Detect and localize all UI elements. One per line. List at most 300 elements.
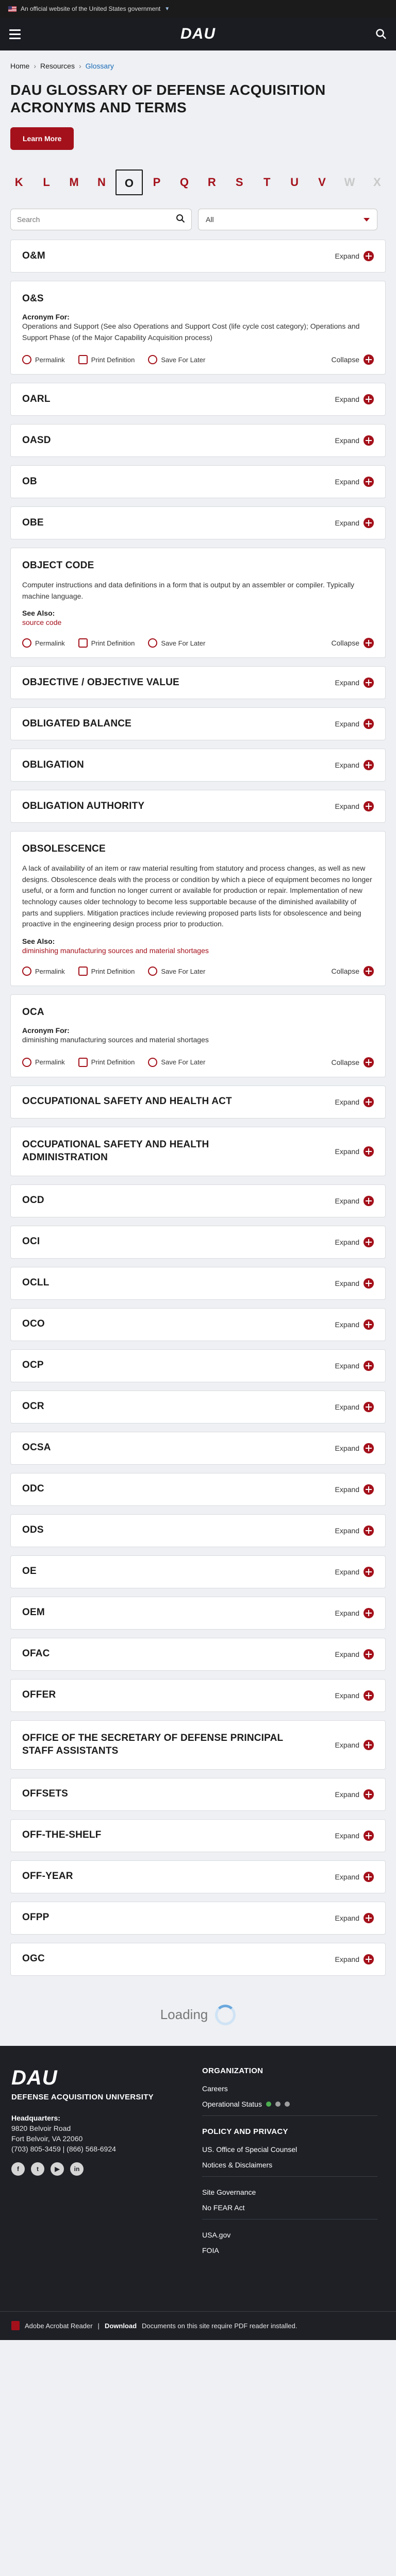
link-icon [22,355,31,364]
term-card[interactable] [10,1308,386,1341]
expand-label: Expand [335,478,359,486]
acronym-for-text: diminishing manufacturing sources and material shortages [22,1035,209,1044]
term-title: OCP [22,1360,44,1371]
save-for-later-button[interactable] [148,967,205,976]
plus-icon [364,677,374,688]
term-card[interactable] [10,1127,386,1176]
term-card[interactable] [10,666,386,699]
term-actions [22,1057,374,1067]
footer-link-usa-gov[interactable]: USA.gov [202,2230,231,2239]
expand-label: Expand [335,1402,359,1411]
facebook-icon[interactable]: f [11,2162,25,2176]
expand-label: Expand [335,720,359,728]
download-link[interactable]: Download [104,2321,137,2330]
us-flag-icon [8,6,16,12]
learn-more-button[interactable]: Learn More [10,127,74,150]
site-header [0,18,396,50]
expand-label: Expand [335,1567,359,1576]
term-title: OARL [22,393,51,404]
permalink-button[interactable] [22,1058,65,1067]
term-title: OFFSETS [22,1788,69,1800]
term-title: OEM [22,1607,45,1618]
chevron-down-icon[interactable]: ▼ [164,6,170,12]
term-card[interactable] [10,1086,386,1118]
term-title: OCI [22,1236,40,1247]
acronym-for-label: Acronym For: [22,1026,70,1035]
term-card[interactable] [10,1679,386,1712]
plus-icon [364,1278,374,1289]
plus-icon [364,1057,374,1067]
expand-toggle[interactable] [335,1872,374,1882]
term-card[interactable] [10,465,386,498]
term-title: OCCUPATIONAL SAFETY AND HEALTH ACT [22,1096,232,1107]
term-title: OFFER [22,1689,56,1701]
term-card[interactable] [10,1597,386,1630]
term-card[interactable] [10,1432,386,1465]
gov-banner[interactable] [0,0,396,18]
see-also-label: See Also: [22,609,55,618]
footer-divider [202,2176,377,2177]
footer-link-osc[interactable]: US. Office of Special Counsel [202,2145,298,2154]
collapse-label: Collapse [331,639,359,648]
expand-toggle[interactable] [335,1831,374,1841]
expand-toggle[interactable] [335,1789,374,1800]
alphabet-nav [0,150,396,196]
alphabet-letter-x[interactable]: X [373,176,381,189]
print-icon [78,638,88,648]
expand-toggle[interactable] [335,1278,374,1289]
operational-status-label: Operational Status [202,2099,262,2108]
save-for-later-label: Save For Later [161,355,206,364]
expand-toggle[interactable] [335,677,374,688]
expand-toggle[interactable] [335,1608,374,1618]
print-icon [78,1058,88,1067]
plus-icon [364,1954,374,1964]
caret-down-icon [364,218,370,222]
expand-toggle[interactable] [335,1319,374,1330]
term-title: OCCUPATIONAL SAFETY AND HEALTH ADMINISTRATION [22,1139,209,1163]
footer-address-line1: 9820 Belvoir Road [11,2124,71,2132]
expand-label: Expand [335,1279,359,1287]
collapse-toggle[interactable] [332,966,374,976]
term-card[interactable] [10,1184,386,1217]
term-card[interactable] [10,424,386,457]
acrobat-reader-label: Adobe Acrobat Reader [25,2321,93,2330]
expand-toggle[interactable] [335,477,374,487]
gov-banner-text: An official website of the United States government [21,5,161,12]
term-card[interactable] [10,1943,386,1976]
term-title: OCR [22,1401,44,1412]
expand-label: Expand [335,395,359,404]
plus-icon [364,1443,374,1453]
term-actions-left [22,967,205,976]
breadcrumb-glossary[interactable]: Glossary [85,62,114,70]
plus-icon [364,1526,374,1536]
expand-label: Expand [335,1831,359,1840]
term-title: OFPP [22,1912,50,1923]
term-card [10,548,386,658]
term-card[interactable] [10,1902,386,1935]
plus-icon [364,1484,374,1495]
acronym-for-label: Acronym For: [22,312,70,321]
term-card[interactable] [10,1819,386,1852]
permalink-button[interactable] [22,967,65,976]
term-title: O&M [22,250,45,261]
save-for-later-label: Save For Later [161,1058,206,1066]
term-card[interactable] [10,1514,386,1547]
expand-label: Expand [335,1913,359,1922]
search-input[interactable] [17,215,161,224]
term-card[interactable] [10,790,386,823]
collapse-label: Collapse [331,967,359,976]
term-title: OCSA [22,1442,51,1453]
term-definition: Computer instructions and data definitions in a form that is output by an assembler or compiler. Typically machine language. [22,580,355,600]
clock-icon [148,355,157,364]
expand-label: Expand [335,1691,359,1700]
alphabet-letter-s[interactable]: S [235,176,243,189]
plus-icon [364,1361,374,1371]
expand-toggle[interactable] [335,1237,374,1247]
footer-link-foia[interactable]: FOIA [202,2246,219,2255]
print-definition-button[interactable] [78,1058,135,1067]
expand-toggle[interactable] [335,251,374,261]
term-title: OB [22,476,37,487]
term-title: OCO [22,1318,45,1330]
plus-icon [364,638,374,648]
expand-label: Expand [335,1608,359,1617]
term-title: OBJECT CODE [22,560,94,571]
term-card[interactable] [10,1349,386,1382]
term-actions [22,354,374,365]
expand-label: Expand [335,802,359,811]
footer-link-notices[interactable]: Notices & Disclaimers [202,2160,273,2169]
site-footer [0,2046,396,2340]
page-title: DAU GLOSSARY OF DEFENSE ACQUISITION ACRONYMS AND TERMS [10,82,326,115]
expand-toggle[interactable] [335,1526,374,1536]
expand-label: Expand [335,1097,359,1106]
footer-logo[interactable]: DAU [11,2066,58,2089]
expand-label: Expand [335,1361,359,1370]
save-for-later-button[interactable] [148,1058,205,1067]
alphabet-letter-q[interactable]: Q [179,176,189,189]
clock-icon [148,967,157,976]
expand-label: Expand [335,1444,359,1452]
plus-icon [364,1196,374,1206]
term-card [10,281,386,375]
plus-icon [364,1567,374,1577]
footer-phones[interactable]: (703) 805-3459 | (866) 568-6924 [11,2144,116,2153]
alphabet-letter-n[interactable]: N [97,176,106,189]
plus-icon [364,1608,374,1618]
sep-dot: | [97,2321,100,2330]
save-for-later-label: Save For Later [161,639,206,647]
expand-label: Expand [335,1485,359,1494]
term-actions-left [22,355,205,364]
plus-icon [364,1913,374,1923]
print-definition-label: Print Definition [91,355,135,364]
term-actions-left [22,638,205,648]
term-card [10,994,386,1077]
see-also-label: See Also: [22,937,55,946]
permalink-button[interactable] [22,355,65,364]
loading-label: Loading [160,2007,208,2022]
footer-address-line2: Fort Belvoir, VA 22060 [11,2134,83,2143]
expand-toggle[interactable] [335,1361,374,1371]
print-definition-label: Print Definition [91,639,135,647]
collapse-label: Collapse [331,355,359,364]
breadcrumb-separator: › [34,62,37,70]
term-title: OBE [22,517,44,528]
permalink-label: Permalink [35,639,65,647]
expand-label: Expand [335,252,359,261]
expand-label: Expand [335,1955,359,1963]
breadcrumb-resources[interactable]: Resources [40,62,75,70]
expand-toggle[interactable] [335,1402,374,1412]
alphabet-letter-v[interactable]: V [318,176,326,189]
collapse-toggle[interactable] [332,354,374,365]
spinner-icon [215,2005,236,2025]
expand-toggle[interactable] [335,1484,374,1495]
acronym-for-text: Operations and Support (See also Operations and Support Cost (life cycle cost category); Operations and Support Phase (of the Major Capability Acquisition process) [22,321,360,342]
plus-icon [364,1319,374,1330]
term-actions-left [22,1058,205,1067]
term-card[interactable] [10,383,386,416]
expand-toggle[interactable] [335,1690,374,1701]
status-dot-icon [285,2102,290,2107]
plus-icon [364,1649,374,1659]
term-title: OASD [22,434,51,446]
term-title: OBJECTIVE / OBJECTIVE VALUE [22,676,179,688]
youtube-icon[interactable]: ▶ [51,2162,64,2176]
plus-icon [364,1740,374,1750]
term-title: O&S [22,293,44,304]
footer-university: DEFENSE ACQUISITION UNIVERSITY [11,2092,154,2102]
collapse-toggle[interactable] [332,638,374,648]
save-for-later-label: Save For Later [161,967,206,975]
print-icon [78,355,88,364]
plus-icon [364,1146,374,1157]
collapse-label: Collapse [331,1058,359,1066]
clock-icon [148,1058,157,1067]
footer-link-operational-status[interactable] [202,2100,377,2108]
expand-label: Expand [335,1650,359,1658]
breadcrumb-home[interactable]: Home [10,62,30,70]
term-title: OCD [22,1195,44,1206]
expand-label: Expand [335,1740,359,1749]
term-card[interactable] [10,1778,386,1811]
filter-select[interactable] [198,209,377,230]
expand-label: Expand [335,1526,359,1535]
term-title: OBLIGATION AUTHORITY [22,800,145,811]
alphabet-letter-k[interactable]: K [14,176,23,189]
term-card[interactable] [10,506,386,539]
save-for-later-button[interactable] [148,638,205,648]
twitter-icon[interactable]: t [31,2162,44,2176]
expand-toggle[interactable] [335,719,374,729]
footer-bottom-bar [0,2311,396,2340]
term-title: OFAC [22,1648,50,1659]
search-row [0,196,396,240]
plus-icon [364,801,374,811]
link-icon [22,967,31,976]
pdf-note: Documents on this site require PDF reader installed. [142,2321,298,2330]
term-card[interactable] [10,1638,386,1671]
footer-org-heading: ORGANIZATION [202,2066,263,2075]
alphabet-letter-m[interactable]: M [69,176,79,189]
expand-toggle[interactable] [335,518,374,528]
term-card[interactable] [10,1860,386,1893]
status-dot-icon [275,2102,280,2107]
expand-label: Expand [335,1238,359,1246]
term-title: OGC [22,1953,45,1964]
link-icon [22,638,31,648]
search-icon[interactable] [176,214,185,226]
filter-select-value: All [206,215,214,224]
plus-icon [364,1402,374,1412]
alphabet-letter-o[interactable]: O [116,170,143,195]
print-definition-button[interactable] [78,967,135,976]
permalink-button[interactable] [22,638,65,648]
expand-label: Expand [335,679,359,687]
term-card[interactable] [10,1391,386,1423]
expand-toggle[interactable] [335,1649,374,1659]
search-icon[interactable] [375,28,387,40]
save-for-later-button[interactable] [148,355,205,364]
term-title: ODC [22,1483,44,1495]
expand-toggle[interactable] [335,1913,374,1923]
term-title: OBLIGATED BALANCE [22,718,132,729]
term-card[interactable] [10,1267,386,1300]
expand-toggle[interactable] [335,1443,374,1453]
permalink-label: Permalink [35,1058,65,1066]
term-title: ODS [22,1524,44,1536]
search-box [10,209,192,230]
expand-toggle[interactable] [335,1196,374,1206]
footer-divider [202,2115,377,2116]
term-title: OCLL [22,1277,50,1289]
plus-icon [364,966,374,976]
term-card[interactable] [10,240,386,273]
plus-icon [364,435,374,446]
see-also-link[interactable]: diminishing manufacturing sources and material shortages [22,946,209,955]
term-list [0,240,396,1975]
term-title: OE [22,1566,37,1577]
plus-icon [364,760,374,770]
expand-label: Expand [335,761,359,770]
plus-icon [364,1237,374,1247]
expand-toggle[interactable] [335,801,374,811]
term-title: OCA [22,1007,44,1018]
expand-label: Expand [335,1872,359,1881]
plus-icon [364,354,374,365]
print-definition-button[interactable] [78,355,135,364]
plus-icon [364,719,374,729]
plus-icon [364,1690,374,1701]
print-icon [78,967,88,976]
footer-policy-heading: POLICY AND PRIVACY [202,2127,288,2136]
alphabet-letter-w[interactable]: W [344,176,355,189]
term-title: OBLIGATION [22,759,84,770]
expand-label: Expand [335,1147,359,1156]
clock-icon [148,638,157,648]
term-card[interactable] [10,1473,386,1506]
plus-icon [364,394,374,404]
expand-toggle[interactable] [335,1954,374,1964]
alphabet-letter-t[interactable]: T [263,176,271,189]
footer-link-no-fear[interactable]: No FEAR Act [202,2203,245,2212]
dau-logo[interactable]: DAU [180,25,216,42]
breadcrumb [0,50,396,78]
loading-indicator [0,1984,396,2046]
expand-label: Expand [335,436,359,445]
expand-toggle[interactable] [335,394,374,404]
status-dot-icon [266,2102,271,2107]
expand-label: Expand [335,1790,359,1799]
pdf-icon [11,2321,20,2330]
plus-icon [364,1097,374,1107]
term-title: OFF-THE-SHELF [22,1829,102,1841]
plus-icon [364,1831,374,1841]
term-card [10,831,386,986]
permalink-label: Permalink [35,967,65,975]
plus-icon [364,251,374,261]
plus-icon [364,1789,374,1800]
term-definition: A lack of availability of an item or raw material resulting from statutory and process changes, as well as new designs. Obsolescence deals with the process or condition by which a piece of equipment becomes no longer useful, or a form and function no longer current or available for production or repair. Implementation of new technology causes older technology to become less supportable because of the diminished availability of parts and suppliers. Mitigation practices include reviewing proposed parts lists for obsolescence and being proactive in the engineering design process prior to production. [22,864,372,928]
print-definition-button[interactable] [78,638,135,648]
print-definition-label: Print Definition [91,1058,135,1066]
expand-toggle[interactable] [335,435,374,446]
alphabet-letter-u[interactable]: U [290,176,299,189]
linkedin-icon[interactable]: in [70,2162,84,2176]
expand-toggle[interactable] [335,1097,374,1107]
breadcrumb-separator: › [78,62,81,70]
expand-label: Expand [335,1320,359,1329]
social-links [11,2162,202,2176]
term-actions [22,638,374,648]
footer-link-careers[interactable]: Careers [202,2084,228,2093]
expand-toggle[interactable] [335,1567,374,1577]
term-title: OFFICE OF THE SECRETARY OF DEFENSE PRINCIPAL STAFF ASSISTANTS [22,1732,284,1756]
menu-icon[interactable] [9,29,21,39]
expand-toggle[interactable] [335,1740,374,1750]
term-card[interactable] [10,1555,386,1588]
term-card[interactable] [10,707,386,740]
footer-hq-label: Headquarters: [11,2113,60,2122]
term-card[interactable] [10,1720,386,1770]
footer-link-site-governance[interactable]: Site Governance [202,2188,256,2196]
plus-icon [364,1872,374,1882]
alphabet-letter-p[interactable]: P [153,176,161,189]
expand-label: Expand [335,519,359,528]
permalink-label: Permalink [35,355,65,364]
term-card[interactable] [10,1226,386,1259]
print-definition-label: Print Definition [91,967,135,975]
collapse-toggle[interactable] [332,1057,374,1067]
expand-toggle[interactable] [335,1146,374,1157]
see-also-link[interactable]: source code [22,618,62,627]
term-card[interactable] [10,749,386,782]
alphabet-letter-r[interactable]: R [207,176,216,189]
expand-label: Expand [335,1196,359,1205]
link-icon [22,1058,31,1067]
term-actions [22,966,374,976]
term-title: OFF-YEAR [22,1871,73,1882]
expand-toggle[interactable] [335,760,374,770]
term-title: OBSOLESCENCE [22,843,106,855]
plus-icon [364,518,374,528]
alphabet-letter-l[interactable]: L [43,176,50,189]
plus-icon [364,477,374,487]
